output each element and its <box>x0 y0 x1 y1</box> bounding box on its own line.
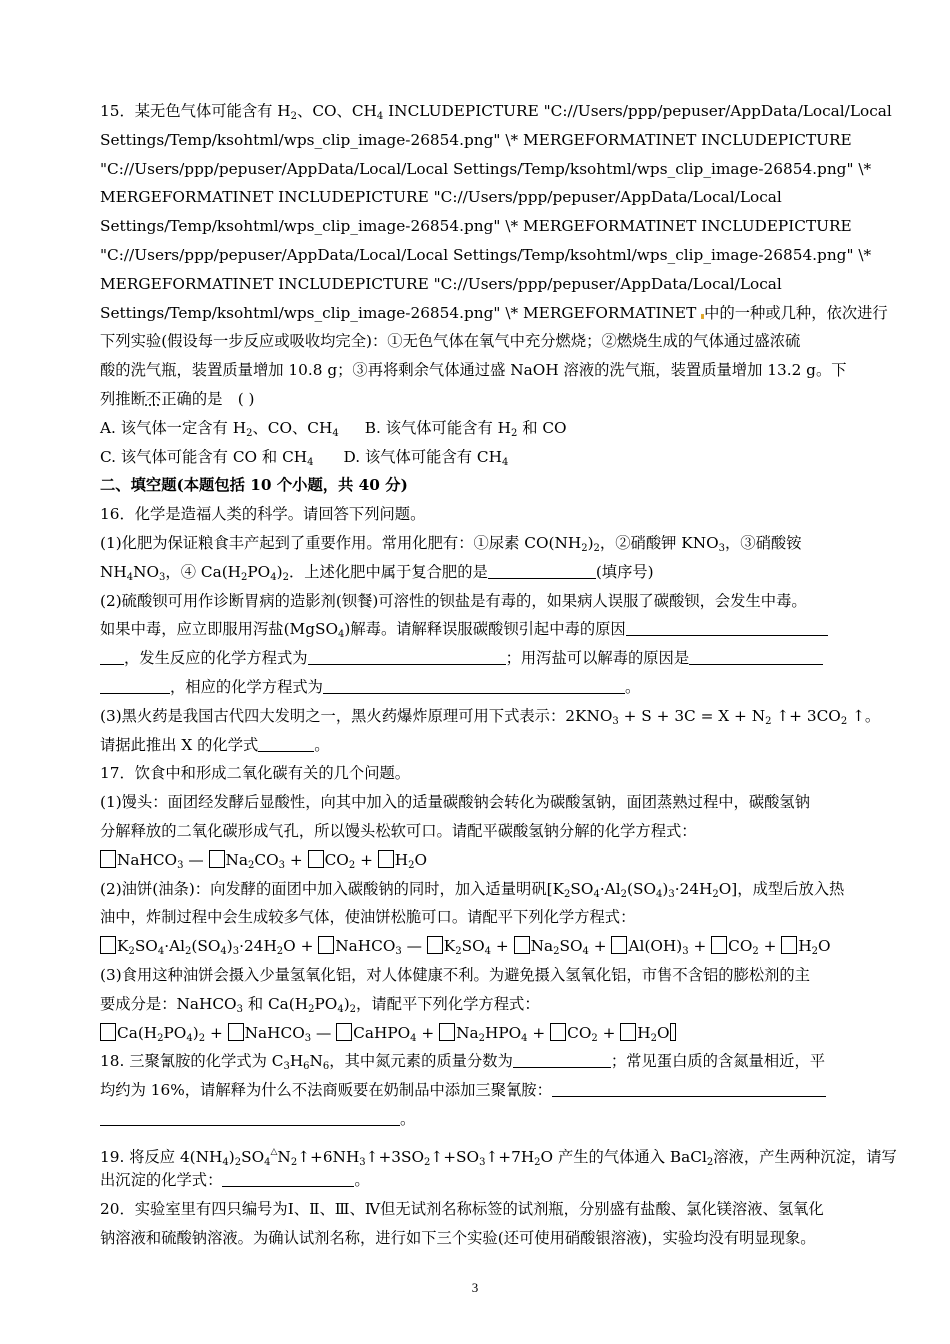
q19-line-1: 19. 将反应 $4(NH_4)_2SO_4^\triangle N_2↑+6NH_3↑+3SO_2↑+SO_3↑+7H_2O$ 产生的气体通入 BaCl$_2$溶液，产生两种沉淀，请写 <box>100 1146 897 1168</box>
coefficient-box[interactable] <box>308 850 324 868</box>
q17-line-3: 分解释放的二氧化碳形成气孔，所以馒头松软可口。请配平碳酸氢钠分解的化学方程式： <box>100 821 697 840</box>
q15-line-1: 15．某无色气体可能含有 $H_2$、CO、$CH_4$ INCLUDEPICTURE "C://Users/ppp/pepuser/AppData/Local/Local <box>100 102 892 122</box>
q16-line-8: (3)黑火药是我国古代四大发明之一，黑火药爆炸原理可用下式表示：$2KNO_3 + S + 3C = X + N_2$ ↑+ $3CO_2$ ↑。 <box>100 706 881 727</box>
q17-equation-1: NaHCO$_3$ — $Na_2CO_3 + CO_2 + H_2O$ <box>100 846 856 875</box>
option-d: D. 该气体可能含有 $CH_4$ <box>343 447 509 468</box>
q15-line-6: "C://Users/ppp/pepuser/AppData/Local/Local Settings/Temp/ksohtml/wps_clip_image-26854.png" \* <box>100 245 872 264</box>
q17-line-6: 油中，炸制过程中会生成较多气体，使油饼松脆可口。请配平下列化学方程式： <box>100 908 636 927</box>
coefficient-box[interactable] <box>620 1023 636 1041</box>
answer-blank[interactable] <box>258 733 314 752</box>
coefficient-box[interactable] <box>378 850 394 868</box>
q17-line-8: (3)食用这种油饼会摄入少量氢氧化铝，对人体健康不利。为避免摄入氢氧化铝，市售不含铝的膨松剂的主 <box>100 965 811 984</box>
answer-blank[interactable] <box>552 1078 826 1097</box>
q17-equation-3: $Ca(H_2PO_4)_2$ + NaHCO$_3$ — CaHPO$_4$ + $Na_2HPO_4 + CO_2 + H_2O$ <box>100 1019 856 1048</box>
q18-line-2: 均约为 16%，请解释为什么不法商贩要在奶制品中添加三聚氰胺： <box>100 1076 856 1105</box>
coefficient-box[interactable] <box>781 936 797 954</box>
q15-line-3: "C://Users/ppp/pepuser/AppData/Local/Local Settings/Temp/ksohtml/wps_clip_image-26854.png" \* <box>100 159 872 178</box>
section-heading: 二、填空题(本题包括 10 个小题，共 40 分) <box>100 476 408 495</box>
option-b: B. 该气体可能含有 $H_2$ 和 CO <box>364 418 567 439</box>
answer-blank[interactable] <box>100 1107 400 1126</box>
coefficient-box[interactable] <box>100 850 116 868</box>
coefficient-box[interactable] <box>100 936 116 954</box>
answer-blank[interactable] <box>689 646 823 665</box>
q19-line-2: 出沉淀的化学式： 。 <box>100 1166 856 1195</box>
coefficient-box[interactable] <box>611 936 627 954</box>
q20-line-2: 钠溶液和硫酸钠溶液。为确认试剂名称，进行如下三个实验(还可使用硝酸银溶液)，实验均没有明显现象。 <box>100 1229 816 1248</box>
answer-blank[interactable] <box>323 675 625 694</box>
q17-line-5: (2)油饼(油条)：向发酵的面团中加入碳酸钠的同时，加入适量明矾$[K_2SO_4\cdot Al_2(SO_4)_3\cdot 24H_2O]$，成型后放入热 <box>100 879 845 900</box>
coefficient-box[interactable] <box>228 1023 244 1041</box>
q15-options-cd <box>100 443 856 472</box>
q15-line-2: Settings/Temp/ksohtml/wps_clip_image-26854.png" \* MERGEFORMATINET INCLUDEPICTURE <box>100 130 852 149</box>
text: 列推断 <box>100 389 146 408</box>
q15-line-5: Settings/Temp/ksohtml/wps_clip_image-26854.png" \* MERGEFORMATINET INCLUDEPICTURE <box>100 217 852 236</box>
q17-line-1: 17．饮食中和形成二氧化碳有关的几个问题。 <box>100 764 411 783</box>
page-number: 3 <box>471 1280 479 1295</box>
coefficient-box[interactable] <box>209 850 225 868</box>
q16-line-9: 请据此推出 X 的化学式 。 <box>100 731 856 760</box>
q15-line-9: 下列实验(假设每一步反应或吸收均完全)：①无色气体在氧气中充分燃烧；②燃烧生成的气体通过盛浓硫 <box>100 332 801 351</box>
emphasis-text: 不 <box>145 389 162 408</box>
text: 、CO、CH <box>297 102 377 120</box>
heat-triangle-icon: △ <box>270 1146 278 1157</box>
coefficient-box[interactable] <box>100 1023 116 1041</box>
q16-line-5: 如果中毒，应立即服用泻盐(MgSO$_4$)解毒。请解释误服碳酸钡引起中毒的原因 <box>100 615 856 644</box>
document-content <box>100 97 897 1253</box>
q16-line-2: (1)化肥为保证粮食丰产起到了重要作用。常用化肥有：①尿素 $CO(NH_2)_2$，②硝酸钾 $KNO_3$，③硝酸铵 <box>100 533 802 554</box>
answer-blank[interactable] <box>222 1168 354 1187</box>
option-c: C. 该气体可能含有 CO 和 $CH_4$ <box>100 447 314 468</box>
q16-line-1: 16．化学是造福人类的科学。请回答下列问题。 <box>100 505 426 524</box>
coefficient-box[interactable] <box>439 1023 455 1041</box>
q15-line-10: 酸的洗气瓶，装置质量增加 10.8 g；③再将剩余气体通过盛 NaOH 溶液的洗气瓶，装置质量增加 13.2 g。下 <box>100 361 847 380</box>
coefficient-box[interactable] <box>427 936 443 954</box>
text: 正确的是 ( ) <box>161 389 255 408</box>
coefficient-box[interactable] <box>318 936 334 954</box>
option-a: A. 该气体一定含有 $H_2$、CO、$CH_4$ <box>100 418 339 439</box>
q16-line-7: ，相应的化学方程式为 。 <box>100 673 856 702</box>
text: INCLUDEPICTURE "C://Users/ppp/pepuser/AppData/Local/Local <box>383 102 892 120</box>
q17-line-2: (1)馒头：面团经发酵后显酸性，向其中加入的适量碳酸钠会转化为碳酸氢钠，面团蒸熟过程中，碳酸氢钠 <box>100 793 811 812</box>
cursor-mark <box>670 1023 676 1041</box>
answer-blank[interactable] <box>100 675 170 694</box>
text: 15．某无色气体可能含有 H <box>100 102 291 120</box>
answer-blank[interactable] <box>308 646 506 665</box>
coefficient-box[interactable] <box>336 1023 352 1041</box>
q16-line-6: ，发生反应的化学方程式为 ；用泻盐可以解毒的原因是 <box>100 644 856 673</box>
coefficient-box[interactable] <box>711 936 727 954</box>
q15-line-8 <box>100 299 888 328</box>
text: 中的一种或几种，依次进行 <box>704 303 888 322</box>
q15-line-4: MERGEFORMATINET INCLUDEPICTURE "C://Users/ppp/pepuser/AppData/Local/Local <box>100 188 782 207</box>
q17-equation-2: $K_2SO_4\cdot Al_2(SO_4)_3\cdot 24H_2O$ + NaHCO$_3$ — $K_2SO_4 + Na_2SO_4 + Al(OH)_3 + CO_2 + H_2O$ <box>100 932 856 961</box>
q20-line-1: 20．实验室里有四只编号为Ⅰ、Ⅱ、Ⅲ、Ⅳ但无试剂名称标签的试剂瓶，分别盛有盐酸、氯化镁溶液、氢氧化 <box>100 1200 824 1219</box>
answer-blank[interactable] <box>626 617 828 636</box>
q17-line-9: 要成分是：NaHCO$_3$ 和 $Ca(H_2PO_4)_2$，请配平下列化学方程式： <box>100 994 540 1015</box>
q18-line-3: 。 <box>100 1105 856 1134</box>
q16-line-4: (2)硫酸钡可用作诊断胃病的造影剂(钡餐)可溶性的钡盐是有毒的，如果病人误服了碳酸钡，会发生中毒。 <box>100 591 807 610</box>
q15-line-11 <box>100 385 856 414</box>
q16-line-3: $NH_4NO_3$，④ $Ca(H_2PO_4)_2$．上述化肥中属于复合肥的是 (填序号) <box>100 558 856 587</box>
q18-line-1: 18. 三聚氰胺的化学式为 $C_3H_6N_6$，其中氮元素的质量分数为 ；常见蛋白质的含氮量相近，平 <box>100 1047 856 1076</box>
text: Settings/Temp/ksohtml/wps_clip_image-26854.png" \* MERGEFORMATINET <box>100 303 702 322</box>
answer-blank[interactable] <box>100 646 124 665</box>
q15-options-ab <box>100 414 856 443</box>
answer-blank[interactable] <box>488 560 596 579</box>
answer-blank[interactable] <box>513 1049 611 1068</box>
coefficient-box[interactable] <box>514 936 530 954</box>
q15-line-7: MERGEFORMATINET INCLUDEPICTURE "C://Users/ppp/pepuser/AppData/Local/Local <box>100 274 782 293</box>
coefficient-box[interactable] <box>550 1023 566 1041</box>
